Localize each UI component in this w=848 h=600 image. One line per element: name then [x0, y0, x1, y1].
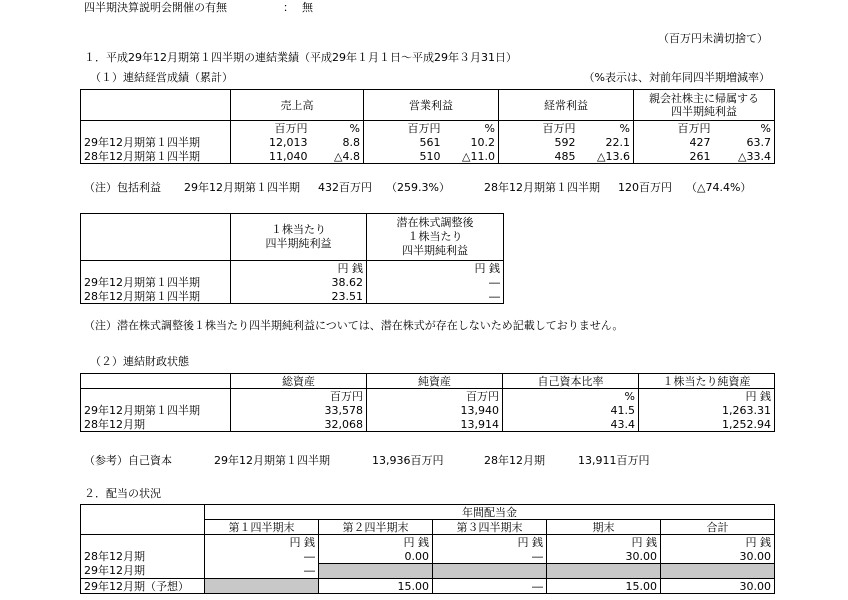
unit-cell: 円 銭 — [547, 535, 661, 550]
unit-cell: 百万円 — [499, 121, 579, 136]
table-cell: 0.00 — [319, 549, 433, 564]
equity-ref-cur-period: 29年12月期第１四半期 — [214, 454, 330, 467]
operating-results-table — [80, 89, 775, 164]
unit-cell: 円 銭 — [205, 535, 319, 550]
table-cell: ― — [367, 275, 504, 289]
header-ordinary-income: 経常利益 — [499, 90, 634, 121]
header-eps — [231, 214, 367, 261]
table-cell: ― — [205, 549, 319, 564]
eps-table — [80, 213, 504, 304]
table-cell: 33,578 — [231, 403, 367, 417]
table-cell-shaded — [547, 564, 661, 579]
corner-cell — [81, 214, 231, 261]
header-diluted-eps-line1: 潜在株式調整後 — [396, 216, 474, 229]
table-cell: 427 — [634, 135, 714, 149]
table-cell: 13,940 — [367, 403, 503, 417]
comprehensive-prev-pct: （△74.4%） — [686, 181, 752, 194]
unit-cell: 百万円 — [231, 389, 367, 404]
meeting-colon: ： — [283, 1, 294, 14]
comprehensive-label: （注）包括利益 — [84, 181, 161, 194]
meeting-value: 無 — [302, 1, 313, 14]
header-total-assets: 総資産 — [231, 374, 367, 389]
row-label: 28年12月期 — [81, 549, 205, 564]
equity-ref-prev-period: 28年12月期 — [484, 454, 545, 467]
unit-row-label — [81, 535, 205, 550]
header-net-income-line1: 親会社株主に帰属する — [649, 92, 759, 105]
table-cell: ― — [367, 289, 504, 304]
unit-cell: 円 銭 — [231, 261, 367, 276]
header-year-end: 期末 — [547, 520, 661, 535]
table-cell: 15.00 — [547, 579, 661, 594]
unit-row-label — [81, 261, 231, 276]
comprehensive-prev-value: 120百万円 — [618, 181, 672, 194]
header-net-income-line2: 四半期純利益 — [671, 105, 737, 118]
table-cell: 22.1 — [579, 135, 634, 149]
table-cell: 41.5 — [503, 403, 639, 417]
header-sales: 売上高 — [231, 90, 364, 121]
table-cell: 12,013 — [231, 135, 311, 149]
table-cell-shaded — [319, 564, 433, 579]
header-q1: 第１四半期末 — [205, 520, 319, 535]
table-cell: 1,263.31 — [639, 403, 775, 417]
table-row — [81, 275, 504, 289]
table-cell-shaded — [433, 564, 547, 579]
unit-cell: 百万円 — [634, 121, 714, 136]
table-cell: 261 — [634, 149, 714, 164]
table-cell: 510 — [364, 149, 444, 164]
dividends-table — [80, 504, 775, 594]
header-bps: １株当たり純資産 — [639, 374, 775, 389]
comprehensive-cur-pct: （259.3%） — [386, 181, 450, 194]
table-row — [81, 403, 775, 417]
corner-cell — [81, 90, 231, 121]
row-label: 28年12月期第１四半期 — [81, 149, 231, 164]
equity-ref-cur-value: 13,936百万円 — [372, 454, 444, 467]
unit-cell: 百万円 — [364, 121, 444, 136]
section1-sub2: （２）連結財政状態 — [90, 355, 189, 368]
unit-row-label — [81, 121, 231, 136]
comprehensive-cur-period: 29年12月期第１四半期 — [184, 181, 300, 194]
table-row — [81, 564, 775, 579]
header-operating-income: 営業利益 — [364, 90, 499, 121]
table-cell: 10.2 — [444, 135, 499, 149]
table-cell: 15.00 — [319, 579, 433, 594]
header-annual-dividend: 年間配当金 — [205, 505, 775, 520]
table-cell: ― — [433, 549, 547, 564]
corner-cell — [81, 505, 205, 535]
row-label: 29年12月期第１四半期 — [81, 135, 231, 149]
table-cell: 32,068 — [231, 417, 367, 432]
table-cell: 592 — [499, 135, 579, 149]
unit-cell: 百万円 — [231, 121, 311, 136]
table-cell: 43.4 — [503, 417, 639, 432]
table-row — [81, 149, 775, 164]
row-label: 29年12月期 — [81, 564, 205, 579]
unit-row-label — [81, 389, 231, 404]
table-row — [81, 135, 775, 149]
header-diluted-eps-line2: １株当たり — [407, 230, 463, 243]
unit-cell: % — [503, 389, 639, 404]
section1-title: １．平成29年12月期第１四半期の連結業績（平成29年１月１日～平成29年３月31日） — [84, 51, 517, 64]
header-q2: 第２四半期末 — [319, 520, 433, 535]
header-diluted-eps — [367, 214, 504, 261]
header-eps-line2: 四半期純利益 — [265, 237, 332, 250]
unit-cell: 円 銭 — [319, 535, 433, 550]
table-cell: 13,914 — [367, 417, 503, 432]
table-cell: ― — [433, 579, 547, 594]
unit-cell: 円 銭 — [367, 261, 504, 276]
table-cell: 1,252.94 — [639, 417, 775, 432]
table-row — [81, 579, 775, 594]
table-cell: ― — [205, 564, 319, 579]
row-label: 29年12月期第１四半期 — [81, 403, 231, 417]
rounding-note: （百万円未満切捨て） — [658, 32, 768, 45]
section1-sub1: （１）連結経営成績（累計） — [90, 71, 233, 84]
header-total: 合計 — [661, 520, 775, 535]
section2-title: ２．配当の状況 — [84, 487, 161, 500]
row-label: 29年12月期（予想） — [81, 579, 205, 594]
corner-cell — [81, 374, 231, 389]
table-cell-shaded — [205, 579, 319, 594]
table-cell: 38.62 — [231, 275, 367, 289]
header-eps-line1: １株当たり — [271, 223, 326, 236]
equity-ref-label: （参考）自己資本 — [84, 454, 172, 467]
unit-cell: 円 銭 — [433, 535, 547, 550]
header-net-assets: 純資産 — [367, 374, 503, 389]
unit-cell: % — [444, 121, 499, 136]
eps-note: （注）潜在株式調整後１株当たり四半期純利益については、潜在株式が存在しないため記載しておりません。 — [84, 319, 624, 332]
table-cell: △33.4 — [714, 149, 775, 164]
table-cell: 23.51 — [231, 289, 367, 304]
financial-position-table — [80, 373, 775, 432]
table-cell: 30.00 — [661, 579, 775, 594]
table-cell: 30.00 — [547, 549, 661, 564]
header-q3: 第３四半期末 — [433, 520, 547, 535]
meeting-label: 四半期決算説明会開催の有無 — [84, 1, 227, 14]
table-cell: 485 — [499, 149, 579, 164]
row-label: 29年12月期第１四半期 — [81, 275, 231, 289]
table-cell: △11.0 — [444, 149, 499, 164]
table-cell-shaded — [661, 564, 775, 579]
pct-note: （%表示は、対前年同四半期増減率） — [583, 71, 770, 84]
equity-ref-prev-value: 13,911百万円 — [578, 454, 650, 467]
table-cell: 561 — [364, 135, 444, 149]
unit-cell: 円 銭 — [639, 389, 775, 404]
unit-cell: 百万円 — [367, 389, 503, 404]
comprehensive-prev-period: 28年12月期第１四半期 — [484, 181, 600, 194]
unit-cell: % — [579, 121, 634, 136]
unit-cell: 円 銭 — [661, 535, 775, 550]
table-row — [81, 289, 504, 304]
header-net-income — [634, 90, 775, 121]
comprehensive-cur-value: 432百万円 — [318, 181, 372, 194]
unit-cell: % — [311, 121, 364, 136]
row-label: 28年12月期第１四半期 — [81, 289, 231, 304]
table-cell: △13.6 — [579, 149, 634, 164]
row-label: 28年12月期 — [81, 417, 231, 432]
table-cell: 8.8 — [311, 135, 364, 149]
table-cell: 30.00 — [661, 549, 775, 564]
table-cell: 11,040 — [231, 149, 311, 164]
unit-cell: % — [714, 121, 775, 136]
header-equity-ratio: 自己資本比率 — [503, 374, 639, 389]
header-diluted-eps-line3: 四半期純利益 — [402, 244, 468, 257]
table-row — [81, 549, 775, 564]
table-row — [81, 417, 775, 432]
table-cell: 63.7 — [714, 135, 775, 149]
table-cell: △4.8 — [311, 149, 364, 164]
